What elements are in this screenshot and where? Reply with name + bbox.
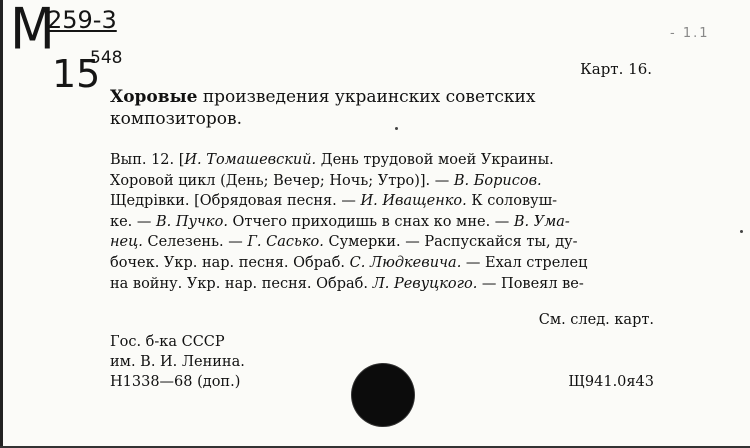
- body-text-segment: бочек. Укр. нар. песня. Обраб.: [110, 254, 350, 271]
- punch-hole: [352, 364, 414, 426]
- shelf-mark: Щ941.0я43: [568, 374, 654, 390]
- library-imprint: [110, 332, 245, 392]
- body-name-segment: В. Борисов.: [453, 172, 542, 189]
- body-name-segment: Л. Ревуцкого.: [372, 275, 478, 292]
- card-number: Карт. 16.: [580, 60, 652, 78]
- body-name-segment: И. Иващенко.: [360, 193, 467, 210]
- handwritten-letter: М: [10, 0, 55, 63]
- corner-stamp: - 1.1: [670, 26, 710, 41]
- handwritten-code-sup: 548: [90, 48, 123, 68]
- handwritten-code-main: 15: [52, 52, 101, 96]
- speck: [395, 127, 398, 130]
- title-lead-word: Хоровые: [110, 87, 198, 107]
- handwritten-code-top: 259-3: [47, 6, 117, 34]
- body-text-segment: Вып. 12. [: [110, 152, 185, 168]
- title-rest: произведения украинских советских композиторов.: [110, 87, 536, 129]
- body-text-segment: на войну. Укр. нар. песня. Обраб.: [110, 275, 373, 292]
- body-text-segment: Сумерки. — Распускайся ты, ду-: [323, 234, 578, 251]
- body-name-segment: И. Томашевский.: [184, 152, 317, 168]
- body-line: [110, 232, 665, 253]
- library-line-2: им. В. И. Ленина.: [110, 354, 245, 370]
- library-line-1: Гос. б-ка СССР: [110, 334, 225, 350]
- body-text-segment: — Повеял ве-: [477, 275, 584, 292]
- card-title: [110, 86, 670, 130]
- body-name-segment: нец.: [110, 234, 143, 251]
- body-line: [110, 150, 665, 171]
- body-line: [110, 274, 665, 295]
- card-body: [110, 150, 665, 294]
- card-left-edge: [0, 0, 3, 448]
- body-text-segment: День трудовой моей Украины.: [316, 152, 554, 168]
- body-text-segment: — Ехал стрелец: [461, 254, 588, 271]
- body-line: [110, 253, 665, 274]
- body-text-segment: Отчего приходишь в снах ко мне. —: [227, 213, 514, 230]
- body-text-segment: Селезень. —: [142, 234, 248, 251]
- see-next-card: См. след. карт.: [538, 312, 654, 328]
- body-name-segment: В. Пучко.: [155, 213, 228, 230]
- body-line: [110, 191, 665, 212]
- body-line: [110, 212, 665, 233]
- body-line: [110, 171, 665, 192]
- body-name-segment: Г. Сасько.: [247, 234, 324, 251]
- body-text-segment: Хоровой цикл (День; Вечер; Ночь; Утро)]. —: [110, 172, 454, 189]
- library-line-3: Н1338—68 (доп.): [110, 374, 241, 390]
- body-text-segment: Щедрiвки. [Обрядовая песня. —: [110, 193, 361, 210]
- body-text-segment: ке. —: [110, 213, 156, 230]
- body-name-segment: С. Людкевича.: [349, 254, 462, 271]
- speck: [740, 230, 743, 233]
- body-text-segment: К соловуш-: [466, 193, 558, 210]
- body-name-segment: В. Ума-: [513, 213, 570, 230]
